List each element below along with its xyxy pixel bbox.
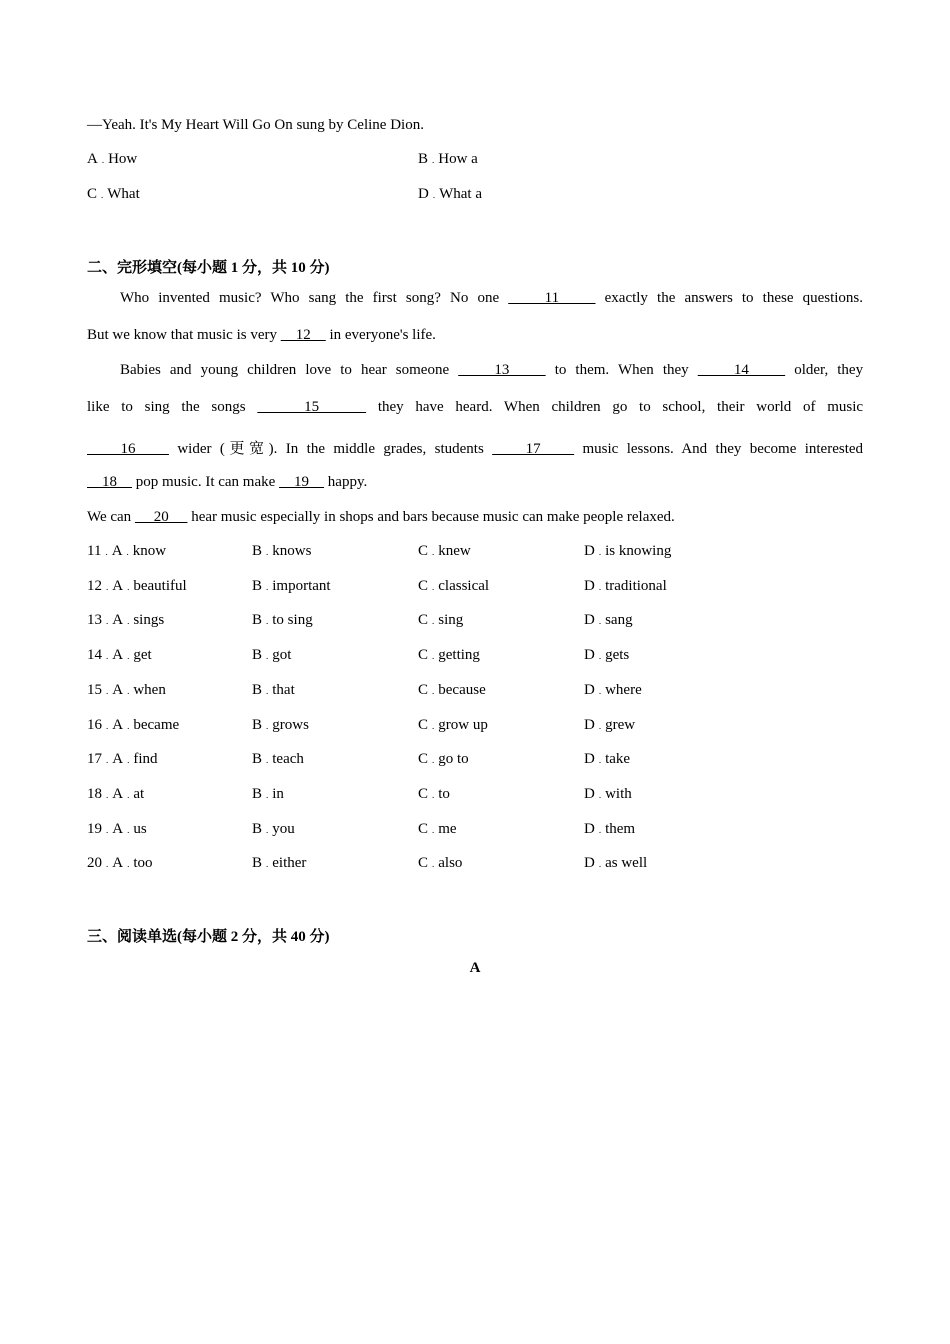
question-19-option-c — [418, 821, 457, 838]
question-12-option-b — [252, 578, 331, 595]
option-text: where — [605, 682, 642, 698]
option-text: that — [272, 682, 295, 698]
option-dot: . — [432, 789, 435, 800]
option-text: either — [272, 855, 307, 871]
option-letter: C — [87, 186, 98, 202]
option-text: How a — [438, 151, 478, 167]
option-letter: A — [112, 855, 124, 871]
question-13-option-d — [584, 612, 633, 629]
question-14-option-d — [584, 647, 629, 664]
option-letter: A — [112, 786, 124, 802]
option-text: grow up — [438, 717, 488, 733]
passage-text: like to sing the songs — [87, 399, 246, 415]
option-letter: A — [112, 751, 124, 767]
option-dot: . — [266, 685, 269, 696]
option-text: to sing — [272, 612, 313, 628]
option-text: got — [272, 647, 292, 663]
option-dot: . — [598, 720, 602, 731]
passage-line-3 — [87, 362, 863, 379]
option-letter: C — [418, 682, 429, 698]
option-letter: D — [584, 717, 595, 733]
question-12-option-d — [584, 578, 667, 595]
option-dot: . — [598, 685, 602, 696]
question-13-option-b — [252, 612, 313, 629]
option-letter: B — [252, 751, 263, 767]
question-17-option-d — [584, 751, 630, 768]
option-dot: . — [106, 858, 109, 869]
question-12-option-a — [87, 578, 187, 595]
option-dot: . — [432, 189, 436, 200]
option-letter: B — [252, 612, 263, 628]
question-number: 11 — [87, 543, 102, 559]
question-12-option-c — [418, 578, 489, 595]
question-11-option-c — [418, 543, 471, 560]
passage-text: music lessons. And they become interested — [582, 441, 864, 457]
question-16-option-b — [252, 717, 309, 734]
option-dot: . — [432, 824, 435, 835]
option-dot: . — [101, 154, 105, 165]
q10-option-a — [87, 151, 137, 168]
passage-text: wider (更宽). In the middle grades, students — [177, 441, 484, 457]
option-dot: . — [266, 789, 269, 800]
option-letter: A — [112, 578, 124, 594]
option-text: in — [272, 786, 284, 802]
option-dot: . — [127, 581, 130, 592]
option-letter: D — [584, 543, 595, 559]
option-text: get — [133, 647, 152, 663]
option-dot: . — [266, 650, 269, 661]
option-dot: . — [598, 789, 602, 800]
option-letter: A — [111, 543, 123, 559]
option-dot: . — [432, 615, 435, 626]
option-letter: A — [112, 821, 124, 837]
option-letter: D — [584, 821, 595, 837]
blank-14: 14 — [697, 362, 786, 378]
blank-18: 18 — [87, 474, 132, 490]
passage-text: happy. — [327, 474, 368, 490]
question-number: 14 — [87, 647, 102, 663]
option-text: with — [605, 786, 632, 802]
q10-option-d — [418, 186, 482, 203]
question-17-option-b — [252, 751, 304, 768]
option-text: us — [133, 821, 147, 837]
option-letter: A — [112, 612, 124, 628]
option-text: important — [272, 578, 331, 594]
option-letter: B — [252, 578, 263, 594]
option-letter: C — [418, 751, 429, 767]
question-13-option-a — [87, 612, 164, 629]
option-text: too — [133, 855, 153, 871]
option-dot: . — [106, 720, 109, 731]
option-text: beautiful — [133, 578, 187, 594]
blank-13: 13 — [458, 362, 546, 378]
option-dot: . — [127, 789, 130, 800]
option-letter: D — [418, 186, 429, 202]
blank-19: 19 — [279, 474, 325, 490]
question-14-option-b — [252, 647, 291, 664]
option-letter: C — [418, 855, 429, 871]
option-text: What a — [439, 186, 482, 202]
option-dot: . — [266, 720, 269, 731]
option-text: sings — [133, 612, 165, 628]
question-number: 13 — [87, 612, 102, 628]
blank-17: 17 — [492, 441, 575, 457]
q10-option-b — [418, 151, 478, 168]
option-text: teach — [272, 751, 304, 767]
option-text: because — [438, 682, 486, 698]
option-text: to — [438, 786, 450, 802]
option-text: gets — [605, 647, 630, 663]
option-text: them — [605, 821, 636, 837]
option-letter: D — [584, 751, 595, 767]
option-dot: . — [106, 615, 109, 626]
passage-text: But we know that music is very — [87, 327, 277, 343]
option-letter: A — [87, 151, 98, 167]
option-letter: D — [584, 612, 595, 628]
question-15-option-c — [418, 682, 486, 699]
passage-text: pop music. It can make — [135, 474, 276, 490]
option-dot: . — [127, 615, 130, 626]
question-18-option-d — [584, 786, 632, 803]
option-text: traditional — [605, 578, 667, 594]
q10-answer-line: —Yeah. It's My Heart Will Go On sung by Celine Dion. — [87, 117, 424, 133]
passage-line-4 — [87, 399, 863, 416]
question-number: 15 — [87, 682, 102, 698]
option-dot: . — [127, 650, 130, 661]
blank-20: 20 — [134, 509, 188, 525]
question-11-option-b — [252, 543, 311, 560]
option-dot: . — [106, 685, 109, 696]
question-number: 18 — [87, 786, 102, 802]
option-letter: B — [252, 647, 263, 663]
question-18-option-b — [252, 786, 284, 803]
option-dot: . — [101, 189, 104, 200]
question-19-option-a — [87, 821, 147, 838]
option-text: you — [272, 821, 295, 837]
option-text: knew — [438, 543, 471, 559]
option-letter: C — [418, 786, 429, 802]
passage-text: exactly the answers to these questions. — [604, 290, 864, 306]
question-number: 12 — [87, 578, 102, 594]
question-16-option-c — [418, 717, 488, 734]
option-dot: . — [432, 650, 435, 661]
question-13-option-c — [418, 612, 463, 629]
question-20-option-b — [252, 855, 306, 872]
option-dot: . — [266, 546, 269, 557]
option-text: What — [107, 186, 140, 202]
option-letter: B — [252, 682, 263, 698]
passage-label: A — [469, 960, 481, 976]
option-dot: . — [266, 754, 269, 765]
passage-text: in everyone's life. — [329, 327, 436, 343]
question-15-option-d — [584, 682, 642, 699]
option-text: How — [108, 151, 138, 167]
option-dot: . — [266, 615, 269, 626]
option-letter: A — [112, 682, 124, 698]
option-dot: . — [598, 546, 602, 557]
section-2-heading: 二、完形填空(每小题 1 分，共 10 分) — [87, 260, 330, 276]
question-16-option-d — [584, 717, 635, 734]
option-letter: A — [112, 647, 124, 663]
q10-option-c — [87, 186, 140, 203]
option-dot: . — [432, 754, 435, 765]
question-18-option-c — [418, 786, 450, 803]
option-text: know — [132, 543, 167, 559]
question-number: 17 — [87, 751, 102, 767]
question-15-option-a — [87, 682, 166, 699]
question-20-option-d — [584, 855, 647, 872]
question-17-option-c — [418, 751, 469, 768]
option-dot: . — [127, 754, 130, 765]
option-text: when — [133, 682, 166, 698]
option-letter: C — [418, 717, 429, 733]
option-dot: . — [432, 546, 435, 557]
option-dot: . — [127, 858, 130, 869]
question-19-option-d — [584, 821, 635, 838]
option-dot: . — [598, 824, 602, 835]
question-14-option-c — [418, 647, 480, 664]
option-text: take — [605, 751, 631, 767]
blank-15: 15 — [257, 399, 367, 415]
option-dot: . — [266, 858, 269, 869]
question-14-option-a — [87, 647, 152, 664]
option-dot: . — [432, 685, 435, 696]
option-text: grew — [605, 717, 636, 733]
option-text: find — [133, 751, 158, 767]
option-letter: B — [252, 821, 263, 837]
question-20-option-c — [418, 855, 462, 872]
option-dot: . — [127, 720, 130, 731]
option-dot: . — [106, 754, 109, 765]
passage-text: older, they — [794, 362, 864, 378]
question-20-option-a — [87, 855, 153, 872]
question-19-option-b — [252, 821, 295, 838]
passage-line-1 — [87, 290, 863, 307]
option-letter: B — [252, 543, 263, 559]
option-text: me — [438, 821, 457, 837]
passage-text: Babies and young children love to hear someone — [120, 362, 450, 378]
question-11-option-d — [584, 543, 671, 560]
option-dot: . — [598, 581, 602, 592]
question-number: 16 — [87, 717, 102, 733]
option-dot: . — [126, 546, 129, 557]
passage-text: hear music especially in shops and bars because music can make people relaxed. — [191, 509, 675, 525]
blank-12: 12 — [280, 327, 326, 343]
option-text: getting — [438, 647, 480, 663]
passage-line-2 — [87, 327, 436, 344]
option-letter: C — [418, 612, 429, 628]
option-letter: B — [252, 786, 263, 802]
passage-text: to them. When they — [554, 362, 689, 378]
question-11-option-a — [87, 543, 166, 560]
option-letter: B — [252, 717, 263, 733]
option-letter: C — [418, 543, 429, 559]
option-letter: B — [418, 151, 429, 167]
option-text: became — [133, 717, 180, 733]
option-text: sing — [438, 612, 464, 628]
option-text: grows — [272, 717, 309, 733]
passage-line-5 — [87, 437, 863, 458]
option-letter: D — [584, 578, 595, 594]
option-dot: . — [106, 789, 109, 800]
option-letter: D — [584, 855, 595, 871]
question-17-option-a — [87, 751, 158, 768]
blank-11: 11 — [508, 290, 596, 306]
option-dot: . — [266, 824, 269, 835]
option-dot: . — [432, 154, 435, 165]
option-letter: C — [418, 647, 429, 663]
option-dot: . — [266, 581, 269, 592]
option-letter: D — [584, 786, 595, 802]
option-text: as well — [605, 855, 648, 871]
passage-line-7 — [87, 509, 675, 526]
question-number: 19 — [87, 821, 102, 837]
option-dot: . — [432, 720, 435, 731]
option-dot: . — [106, 824, 109, 835]
option-dot: . — [106, 581, 109, 592]
option-dot: . — [127, 824, 130, 835]
option-text: classical — [438, 578, 490, 594]
blank-16: 16 — [87, 441, 169, 457]
option-dot: . — [106, 650, 109, 661]
option-dot: . — [598, 754, 602, 765]
option-text: knows — [272, 543, 312, 559]
option-dot: . — [127, 685, 130, 696]
option-letter: D — [584, 682, 595, 698]
question-16-option-a — [87, 717, 179, 734]
option-dot: . — [432, 581, 435, 592]
question-18-option-a — [87, 786, 144, 803]
passage-text: We can — [87, 509, 132, 525]
option-text: sang — [605, 612, 633, 628]
option-text: is knowing — [605, 543, 672, 559]
section-3-heading: 三、阅读单选(每小题 2 分，共 40 分) — [87, 929, 330, 945]
option-letter: B — [252, 855, 263, 871]
option-letter: A — [112, 717, 124, 733]
option-dot: . — [598, 650, 602, 661]
option-letter: C — [418, 821, 429, 837]
option-text: also — [438, 855, 463, 871]
option-dot: . — [105, 546, 108, 557]
passage-text: they have heard. When children go to school, their world of music — [377, 399, 864, 415]
question-number: 20 — [87, 855, 102, 871]
option-dot: . — [598, 615, 602, 626]
option-letter: D — [584, 647, 595, 663]
option-dot: . — [432, 858, 435, 869]
option-dot: . — [598, 858, 602, 869]
question-15-option-b — [252, 682, 295, 699]
passage-line-6 — [87, 474, 367, 491]
option-letter: C — [418, 578, 429, 594]
option-text: go to — [438, 751, 469, 767]
passage-text: Who invented music? Who sang the first song? No one — [120, 290, 500, 306]
option-text: at — [133, 786, 145, 802]
